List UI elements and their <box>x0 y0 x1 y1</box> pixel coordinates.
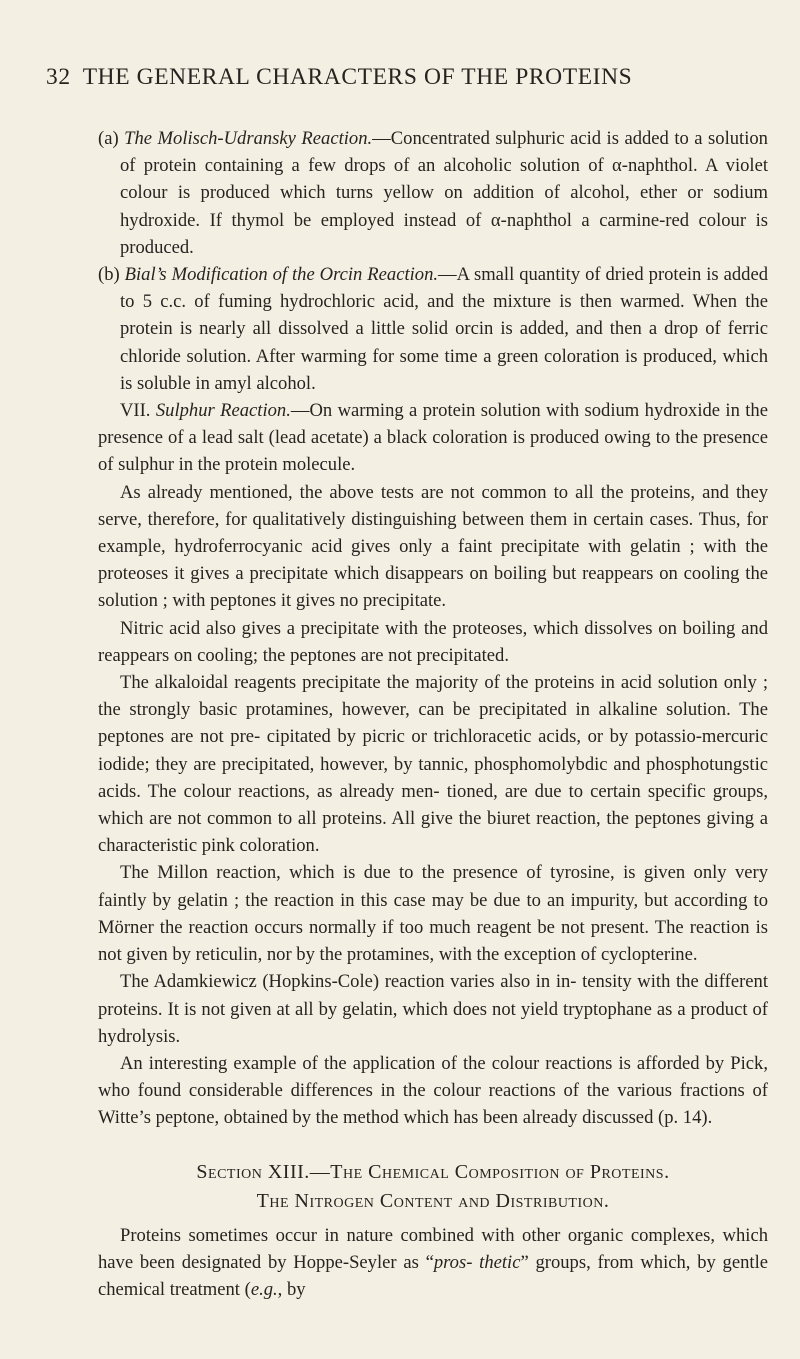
item-text: —A small quantity of dried protein is added to 5 c.c. of fuming hydrochloric acid, and the mixture is then warmed. When the protein is nearly all dissolved a little solid orcin is added, and then a drop of ferric chloride solution. After warming for some time a green coloration is produced, which is soluble in amyl alcohol. <box>120 264 768 394</box>
text-segment: , by <box>277 1278 306 1300</box>
italic-term: pros- thetic <box>433 1251 521 1273</box>
section-heading: Section XIII.—The Chemical Composition of Proteins. <box>196 1160 670 1183</box>
item-text: —Concentrated sulphuric acid is added to a solution of protein containing a few drops of an alcoholic solution of α-naphthol. A violet colour is produced which turns yellow on addition of alcohol, ether or sodium hydroxide. If thymol be employed instead of α-naphthol a carmine-red colour is produced. <box>120 128 768 258</box>
italic-abbreviation: e.g. <box>250 1278 278 1300</box>
paragraph-tests-not-common: As already mentioned, the above tests are not common to all the proteins, and they serve, therefore, for qualitatively distinguishing between them in certain cases. Thus, for example, hydroferrocyanic acid gives only a faint precipitate with gelatin ; with the proteoses it gives a precipitate which disappears on boiling but reappears on cooling the solution ; with peptones it gives no precipitate. <box>98 481 768 612</box>
item-title: Sulphur Reaction. <box>155 400 291 422</box>
paragraph-adamkiewicz-reaction: The Adamkiewicz (Hopkins-Cole) reaction varies also in in- tensity with the different proteins. It is not given at all by gelatin, which does not yield tryptophane as a product of hydrolysis. <box>98 971 768 1047</box>
item-title: The Molisch-Udransky Reaction. <box>124 128 373 149</box>
body-text <box>98 125 768 1303</box>
item-label: (b) <box>98 264 120 286</box>
item-text: —On warming a protein solution with sodium hydroxide in the presence of a lead salt (lead acetate) a black coloration is produced owing to the presence of sulphur in the protein molecule. <box>98 400 768 476</box>
paragraph-alkaloidal-reagents: The alkaloidal reagents precipitate the majority of the proteins in acid solution only ; the strongly basic protamines, however, can be precipitated in alkaline solution. The peptones are not pre- cipitated by picric or trichloracetic acids, or by potassio-mercuric iodide; they are precipitated, however, by tannic, phosphomolybdic and phosphotungstic acids. The colour reactions, as already men- tioned, are due to certain specific groups, which are not common to all proteins. All give the biuret reaction, the peptones giving a characteristic pink coloration. <box>98 672 768 857</box>
subsection-heading: The Nitrogen Content and Distribution. <box>256 1189 610 1212</box>
running-head-title: THE GENERAL CHARACTERS OF THE PROTEINS <box>82 64 633 90</box>
paragraph-millon-reaction: The Millon reaction, which is due to the presence of tyrosine, is given only very faintly by gelatin ; the reaction in this case may be due to an impurity, but according to Mörner the reaction occurs normally if too much reagent be not present. The reaction is not given by reticulin, nor by the protamines, with the exception of cyclopterine. <box>98 862 768 966</box>
item-title: Bial’s Modification of the Orcin Reaction. <box>124 264 439 286</box>
running-head <box>46 64 766 91</box>
item-label: VII. <box>120 400 151 422</box>
paragraph-prosthetic-groups <box>98 1222 768 1304</box>
paragraph-nitric-acid: Nitric acid also gives a precipitate with the proteoses, which dissolves on boiling and reappears on cooling; the peptones are not precipitated. <box>98 617 768 666</box>
item-label: (a) <box>98 128 119 149</box>
paragraph-sulphur-reaction <box>98 397 768 479</box>
page-number: 32 <box>46 64 71 90</box>
paragraph-bial-modification <box>98 261 768 397</box>
paragraph-pick-example: An interesting example of the application of the colour reactions is afforded by Pick, who found considerable differences in the colour reactions of the various fractions of Witte’s peptone, obtained by the method which has been already discussed (p. 14). <box>98 1052 768 1129</box>
text-segment: ” groups, from which, by gentle chemical treatment ( <box>98 1251 768 1300</box>
text-segment: Proteins sometimes occur in nature combined with other organic complexes, which have been designated by Hoppe-Seyler as “ <box>98 1224 768 1273</box>
paragraph-molisch-reaction <box>98 125 768 261</box>
